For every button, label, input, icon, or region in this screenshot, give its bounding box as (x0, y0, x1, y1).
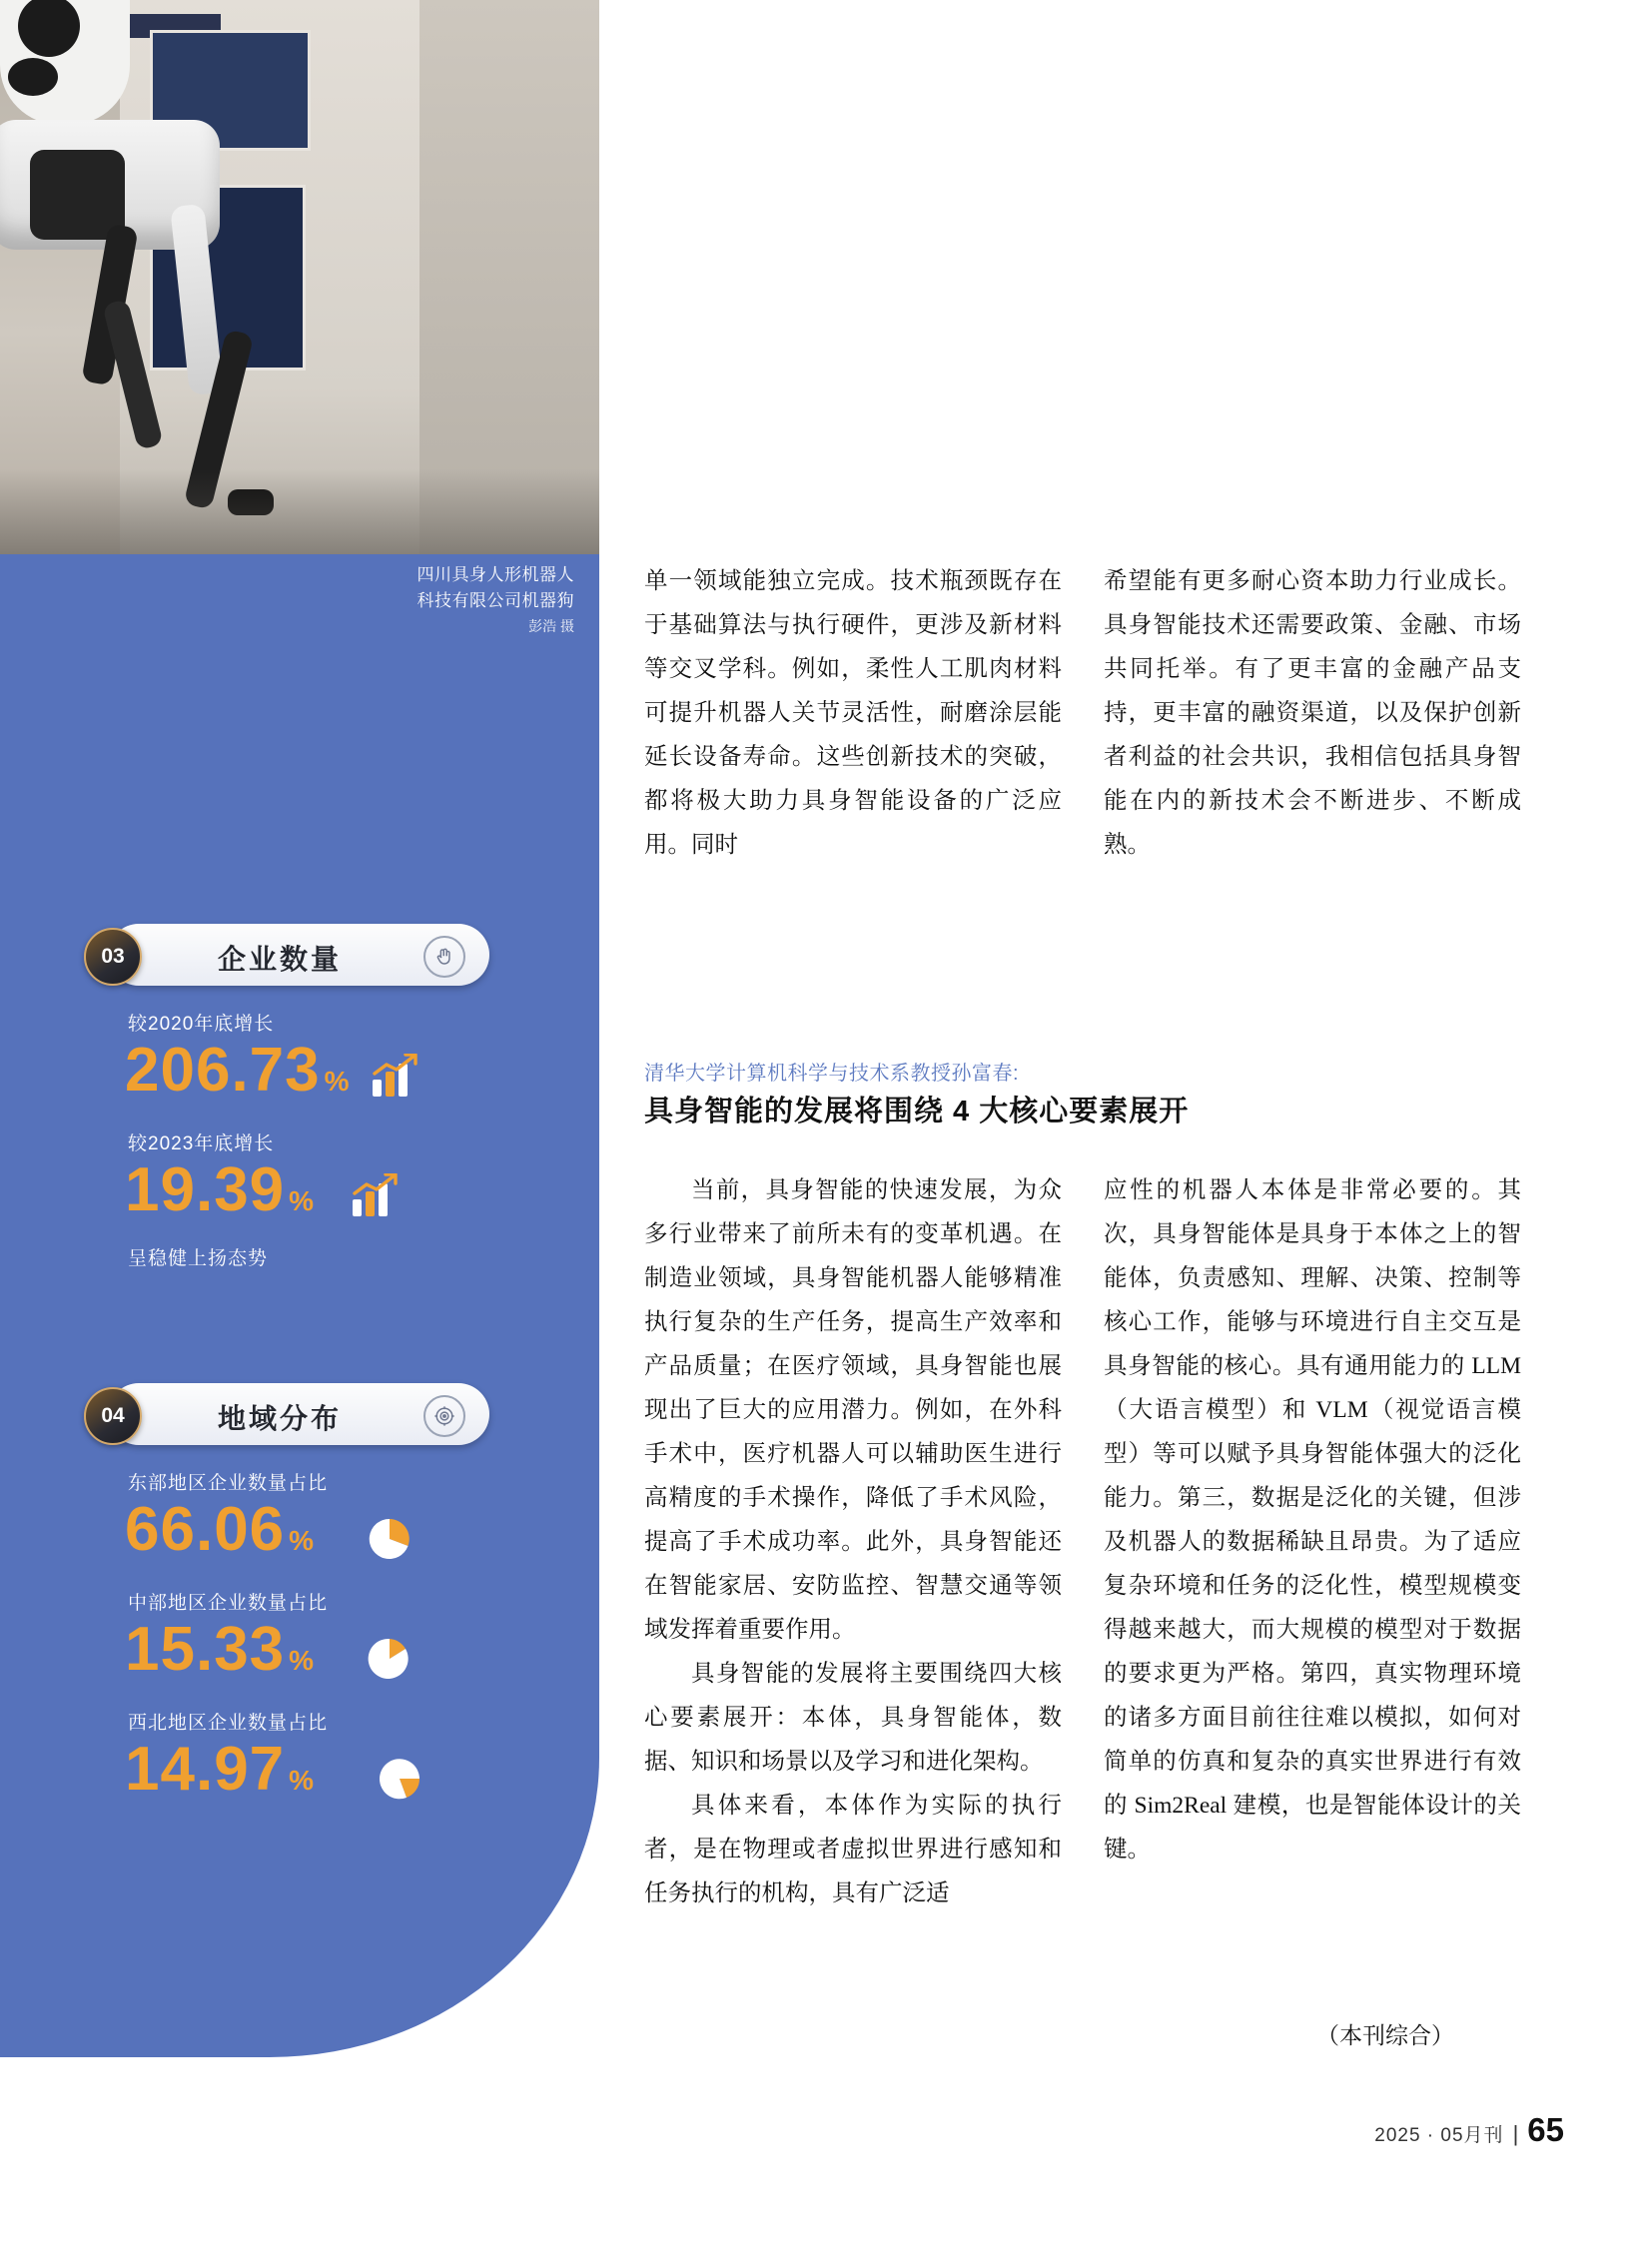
page-footer (1374, 2111, 1564, 2149)
robot-body-dark-section (30, 150, 125, 240)
article-top-column-1 (644, 559, 1062, 867)
stat-value-unit: % (289, 1645, 316, 1676)
stat-value-number: 15.33 (125, 1615, 286, 1684)
stat-value-number: 19.39 (125, 1155, 286, 1224)
article-bottom-column-2 (1104, 1168, 1521, 1871)
stat-header-number: 04 (84, 1387, 142, 1445)
stat-row-label: 东部地区企业数量占比 (128, 1473, 329, 1494)
left-info-panel (0, 0, 619, 2241)
stat-header-number: 03 (84, 928, 142, 986)
page-number: 65 (1527, 2111, 1564, 2148)
paragraph: 希望能有更多耐心资本助力行业成长。具身智能技术还需要政策、金融、市场共同托举。有了更丰富的金融产品支持，更丰富的融资渠道，以及保护创新者利益的社会共识，我相信包括具身智能在内的新技术会不断进步、不断成熟。 (1104, 568, 1521, 858)
stat-value-number: 206.73 (125, 1036, 321, 1105)
photo-caption-line-1: 四川具身人形机器人 (416, 565, 574, 584)
stat-section-header-04 (70, 1383, 489, 1445)
photo-floor-shadow (0, 469, 599, 554)
photo-caption (395, 562, 574, 638)
stat-row-value (125, 1036, 351, 1114)
trend-up-bars-icon (352, 1173, 398, 1222)
robot-dog-photo (0, 0, 599, 554)
pie-chart-icon (367, 1516, 413, 1567)
paragraph: 应性的机器人本体是非常必要的。其次，具身智能体是具身于本体之上的智能体，负责感知、理解、决策、控制等核心工作，能够与环境进行自主交互是具身智能的核心。具有通用能力的 LLM（大语言模型）和 VLM（视觉语言模型）等可以赋予具身智能体强大的泛化能力。第三，数据是泛化的关键，但涉及机器人的数据稀缺且昂贵。为了适应复杂环境和任务的泛化性，模型规模变得越来越大，而大规模的模型对于数据的要求更为严格。第四，真实物理环境的诸多方面目前往往难以模拟，如何对简单的仿真和复杂的真实世界进行有效的 Sim2Real 建模，也是智能体设计的关键。 (1104, 1177, 1521, 1863)
pie-chart-icon (367, 1636, 413, 1687)
section-kicker: 清华大学计算机科学与技术系教授孙富春: (644, 1063, 1020, 1085)
stat-value-unit: % (289, 1765, 316, 1796)
paragraph: 单一领域能独立完成。技术瓶颈既存在于基础算法与执行硬件，更涉及新材料等交叉学科。例如，柔性人工肌肉材料可提升机器人关节灵活性，耐磨涂层能延长设备寿命。这些创新技术的突破，都将极大助力具身智能设备的广泛应用。同时 (644, 568, 1062, 858)
stat-row-label: 较2023年底增长 (128, 1133, 275, 1154)
stat-value-unit: % (324, 1066, 351, 1097)
stat-header-title: 地域分布 (217, 1403, 342, 1434)
paragraph: 具身智能的发展将主要围绕四大核心要素展开：本体，具身智能体，数据、知识和场景以及学习和进化架构。 (644, 1661, 1062, 1775)
stat-section-header-03 (70, 924, 489, 986)
paragraph: 当前，具身智能的快速发展，为众多行业带来了前所未有的变革机遇。在制造业领域，具身智能机器人能够精准执行复杂的生产任务，提高生产效率和产品质量；在医疗领域，具身智能也展现出了巨大的应用潜力。例如，在外科手术中，医疗机器人可以辅助医生进行高精度的手术操作，降低了手术风险，提高了手术成功率。此外，具身智能还在智能家居、安防监控、智慧交通等领域发挥着重要作用。 (644, 1177, 1062, 1643)
stat-row-label: 中部地区企业数量占比 (128, 1593, 329, 1614)
panda-eye-patch (8, 58, 58, 96)
stat-row-value (125, 1495, 316, 1573)
stat-note: 呈稳健上扬态势 (128, 1248, 269, 1269)
photo-credit: 彭浩 摄 (528, 618, 574, 634)
paragraph: 具体来看，本体作为实际的执行者，是在物理或者虚拟世界进行感知和任务执行的机构，具有广泛适 (644, 1793, 1062, 1906)
article-bottom-column-1 (644, 1168, 1062, 1915)
target-location-icon (423, 1395, 465, 1437)
stat-row-value (125, 1735, 316, 1813)
stat-row-label: 西北地区企业数量占比 (128, 1713, 329, 1734)
article-byline: （本刊综合） (1316, 2023, 1454, 2048)
footer-separator: | (1512, 2121, 1519, 2146)
trend-up-bars-icon (372, 1054, 417, 1103)
pie-chart-icon (377, 1756, 422, 1807)
stat-row-label: 较2020年底增长 (128, 1014, 275, 1035)
issue-label: 2025 · 05月刊 (1374, 2125, 1504, 2146)
stat-header-title: 企业数量 (217, 944, 342, 975)
article-top-column-2 (1104, 559, 1521, 867)
stat-row-value (125, 1615, 316, 1693)
hand-gesture-icon (423, 936, 465, 978)
stat-value-number: 14.97 (125, 1735, 286, 1804)
stat-value-unit: % (289, 1185, 316, 1216)
photo-caption-line-2: 科技有限公司机器狗 (416, 591, 574, 610)
stat-row-value (125, 1155, 316, 1233)
stat-value-number: 66.06 (125, 1495, 286, 1564)
stat-value-unit: % (289, 1525, 316, 1556)
section-title: 具身智能的发展将围绕 4 大核心要素展开 (644, 1096, 1190, 1127)
